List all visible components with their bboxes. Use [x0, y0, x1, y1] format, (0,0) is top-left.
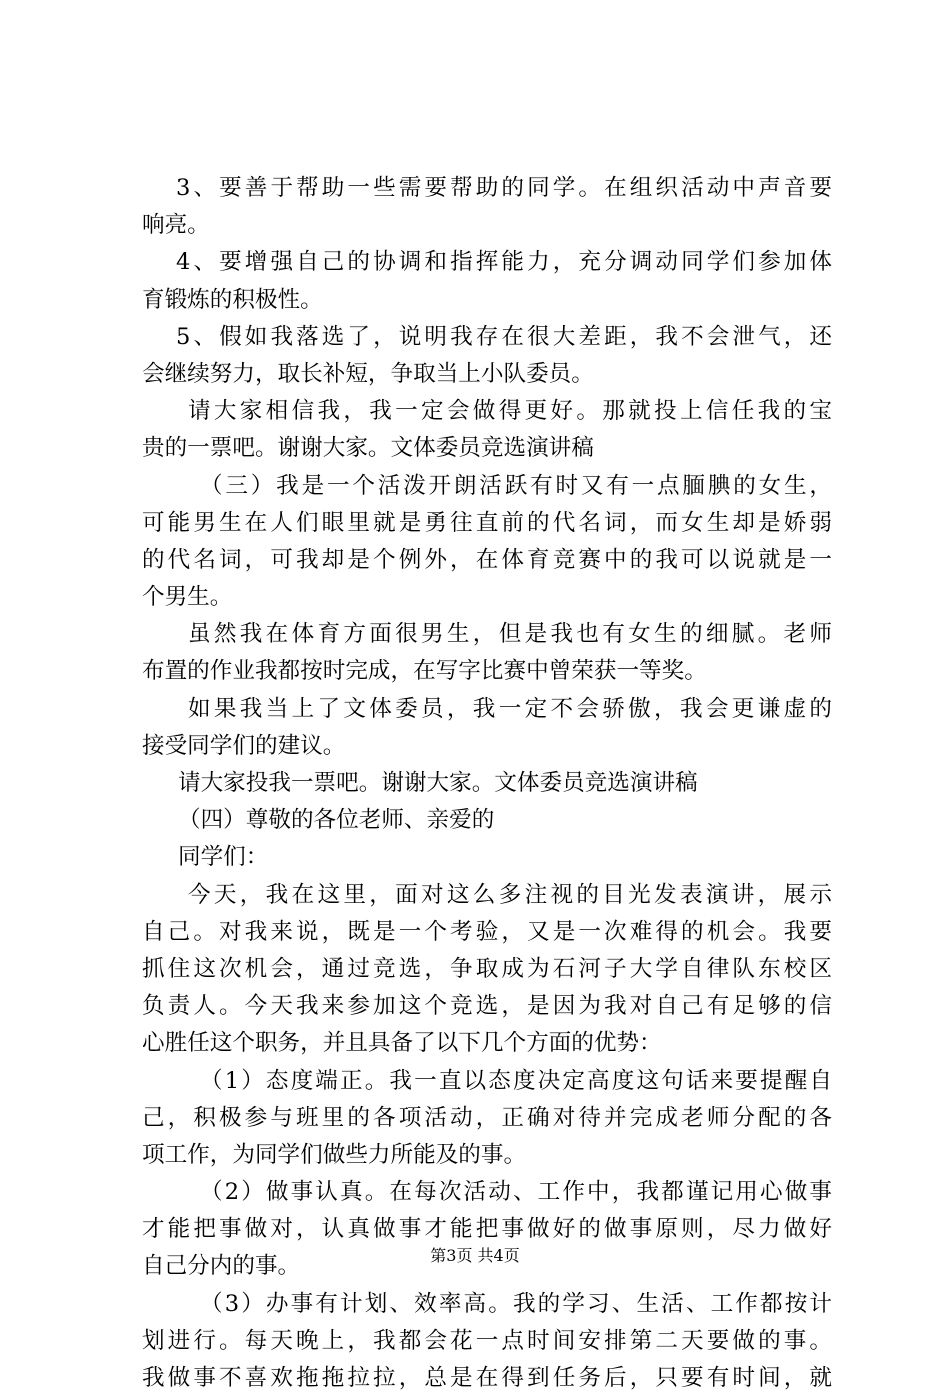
text-line: （四）尊敬的各位老师、亲爱的 — [178, 807, 495, 834]
text-line: （3）办事有计划、效率高。我的学习、生活、工作都按计 — [200, 1290, 832, 1317]
text-line: 如果我当上了文体委员，我一定不会骄傲，我会更谦虚的 — [188, 695, 832, 722]
text-line: 心胜任这个职务，并且具备了以下几个方面的优势： — [142, 1030, 662, 1057]
page-footer: 第3页 共4页 — [430, 1246, 520, 1265]
text-line: 响亮。 — [142, 212, 210, 239]
text-line: 今天，我在这里，面对这么多注视的目光发表演讲，展示 — [188, 881, 832, 908]
text-line: 虽然我在体育方面很男生，但是我也有女生的细腻。老师 — [188, 621, 832, 648]
text-line: 自己。对我来说，既是一个考验，又是一次难得的机会。我要 — [142, 918, 832, 945]
text-line: （1）态度端正。我一直以态度决定高度这句话来要提醒自 — [200, 1067, 832, 1094]
text-line: 自己分内的事。 — [142, 1253, 301, 1280]
text-line: 育锻炼的积极性。 — [142, 286, 323, 313]
text-line: 5、假如我落选了，说明我存在很大差距，我不会泄气，还 — [176, 323, 832, 350]
text-line: 可能男生在人们眼里就是勇往直前的代名词，而女生却是娇弱 — [142, 509, 832, 536]
document-body — [142, 170, 832, 1397]
text-line: 个男生。 — [142, 584, 233, 611]
text-line: 才能把事做对，认真做事才能把事做好的做事原则，尽力做好 — [142, 1216, 832, 1243]
text-line: 请大家投我一票吧。谢谢大家。文体委员竞选演讲稿 — [178, 770, 698, 796]
text-line: 同学们： — [178, 844, 269, 871]
text-line: 我做事不喜欢拖拖拉拉，总是在得到任务后，只要有时间，就 — [142, 1365, 832, 1391]
text-line: 请大家相信我，我一定会做得更好。那就投上信任我的宝 — [188, 398, 832, 425]
text-line: 会继续努力，取长补短，争取当上小队委员。 — [142, 360, 594, 387]
text-line: 项工作，为同学们做些力所能及的事。 — [142, 1141, 527, 1168]
text-line: 的代名词，可我却是个例外，在体育竞赛中的我可以说就是一 — [142, 546, 832, 573]
text-line: 抓住这次机会，通过竞选，争取成为石河子大学自律队东校区 — [142, 955, 832, 982]
text-line: 3、要善于帮助一些需要帮助的同学。在组织活动中声音要 — [176, 175, 832, 201]
text-line: 贵的一票吧。谢谢大家。文体委员竞选演讲稿 — [142, 435, 594, 462]
text-line: 布置的作业我都按时完成，在写字比赛中曾荣获一等奖。 — [142, 658, 707, 685]
text-line: （三）我是一个活泼开朗活跃有时又有一点腼腆的女生， — [200, 472, 832, 499]
text-line: 划进行。每天晚上，我都会花一点时间安排第二天要做的事。 — [142, 1327, 832, 1354]
text-line: 己，积极参与班里的各项活动，正确对待并完成老师分配的各 — [142, 1104, 832, 1131]
text-line: 4、要增强自己的协调和指挥能力，充分调动同学们参加体 — [176, 249, 832, 276]
text-line: 接受同学们的建议。 — [142, 732, 346, 759]
text-line: （2）做事认真。在每次活动、工作中，我都谨记用心做事 — [200, 1179, 832, 1206]
text-line: 负责人。今天我来参加这个竞选，是因为我对自己有足够的信 — [142, 993, 832, 1020]
